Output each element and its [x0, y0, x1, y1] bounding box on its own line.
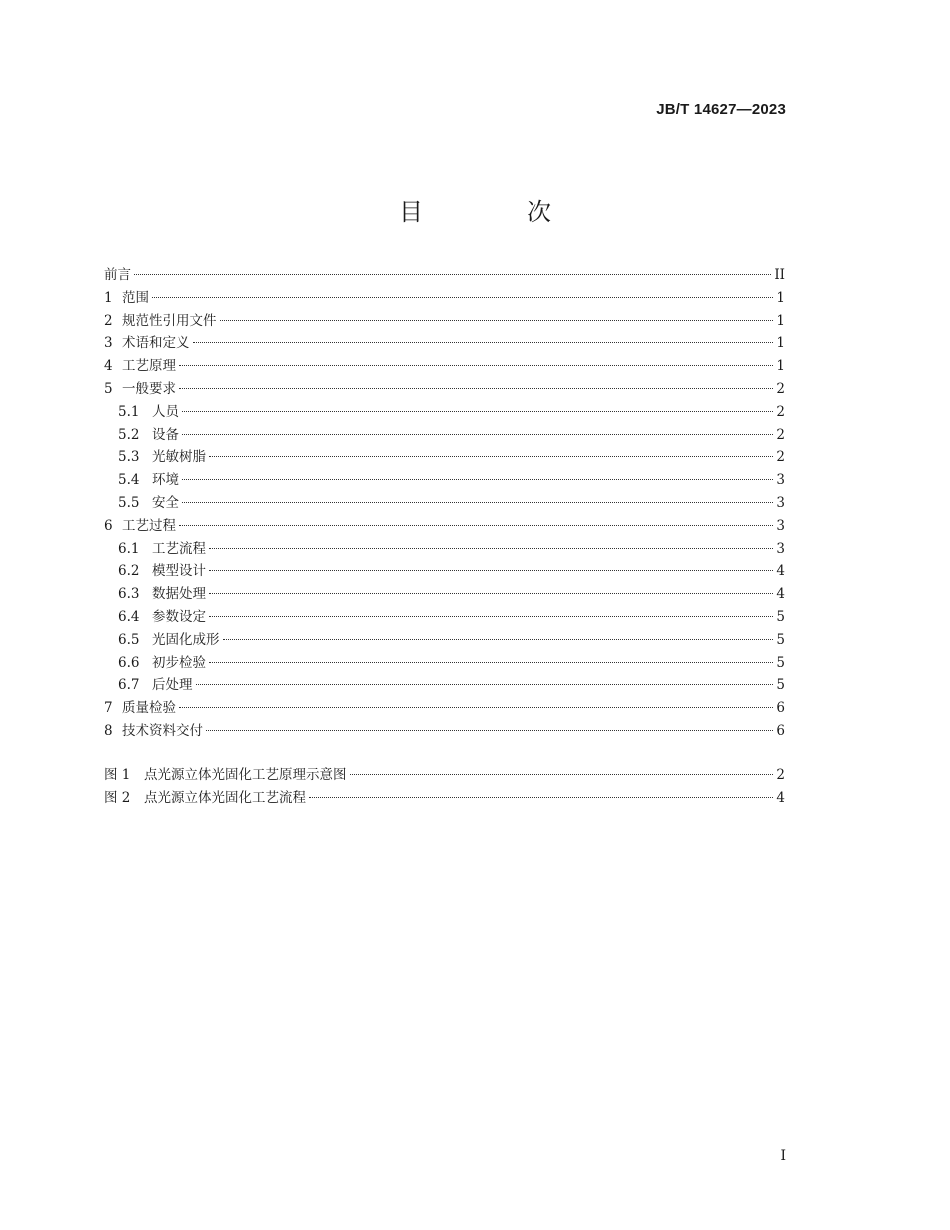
section-title: 人员 — [152, 403, 179, 420]
dot-leader — [134, 274, 771, 275]
toc-entry[interactable] — [104, 446, 785, 469]
section-number: 6.5 — [118, 631, 140, 648]
section-number: 2 — [104, 312, 113, 329]
page-number: 1 — [776, 358, 785, 375]
page-number: 3 — [776, 540, 785, 557]
section-title: 前言 — [104, 267, 131, 283]
dot-leader — [182, 502, 773, 503]
dot-leader — [209, 662, 773, 663]
page-number: 2 — [776, 449, 785, 466]
figure-list — [104, 764, 785, 810]
toc-entry[interactable] — [104, 674, 785, 697]
section-number: 5 — [104, 380, 113, 397]
figure-title: 点光源立体光固化工艺原理示意图 — [144, 766, 347, 783]
section-number: 6.3 — [118, 586, 140, 603]
section-number: 6.4 — [118, 608, 140, 625]
dot-leader — [220, 320, 774, 321]
section-title: 一般要求 — [122, 380, 176, 397]
toc-entry[interactable] — [104, 560, 785, 583]
dot-leader — [223, 639, 774, 640]
toc-entry[interactable] — [104, 583, 785, 606]
section-title: 后处理 — [152, 677, 193, 694]
dot-leader — [350, 774, 774, 775]
section-number: 6.2 — [118, 563, 140, 580]
section-number: 1 — [104, 289, 113, 306]
dot-leader — [209, 616, 773, 617]
section-number: 6.1 — [118, 540, 140, 557]
section-title: 初步检验 — [152, 654, 206, 671]
page-number: 4 — [776, 789, 785, 806]
toc-entry[interactable] — [104, 469, 785, 492]
toc-entry[interactable] — [104, 378, 785, 401]
section-title: 工艺原理 — [122, 358, 176, 375]
dot-leader — [179, 365, 773, 366]
section-number: 8 — [104, 722, 113, 739]
section-title: 规范性引用文件 — [122, 312, 217, 329]
section-title: 技术资料交付 — [122, 722, 203, 739]
section-title: 设备 — [152, 426, 179, 443]
page-number: 2 — [776, 426, 785, 443]
dot-leader — [179, 525, 773, 526]
table-of-contents — [104, 264, 785, 809]
section-title: 工艺过程 — [122, 517, 176, 534]
dot-leader — [182, 479, 773, 480]
page-number: 1 — [776, 289, 785, 306]
toc-entry[interactable] — [104, 310, 785, 333]
dot-leader — [206, 730, 773, 731]
dot-leader — [193, 342, 774, 343]
page-number: 5 — [776, 654, 785, 671]
toc-entry[interactable] — [104, 606, 785, 629]
section-number: 4 — [104, 358, 113, 375]
section-number: 5.4 — [118, 472, 140, 489]
toc-entry[interactable] — [104, 515, 785, 538]
toc-entry[interactable] — [104, 355, 785, 378]
dot-leader — [152, 297, 773, 298]
toc-entry[interactable] — [104, 652, 785, 675]
dot-leader — [209, 456, 773, 457]
dot-leader — [179, 707, 773, 708]
page-number: 1 — [776, 312, 785, 329]
toc-entry[interactable] — [104, 401, 785, 424]
dot-leader — [182, 411, 773, 412]
section-title: 光敏树脂 — [152, 449, 206, 466]
dot-leader — [179, 388, 773, 389]
section-number: 5.1 — [118, 403, 140, 420]
section-number: 5.3 — [118, 449, 140, 466]
toc-entry[interactable] — [104, 332, 785, 355]
section-title: 质量检验 — [122, 700, 176, 717]
section-number: 5.2 — [118, 426, 140, 443]
dot-leader — [209, 570, 773, 571]
page-number: 4 — [776, 586, 785, 603]
footer-page-number: I — [780, 1148, 786, 1164]
figure-entry[interactable] — [104, 787, 785, 810]
section-title: 参数设定 — [152, 608, 206, 625]
section-number: 5.5 — [118, 494, 140, 511]
page-number: 4 — [776, 563, 785, 580]
section-title: 环境 — [152, 472, 179, 489]
page-number: 3 — [776, 517, 785, 534]
page-number: 5 — [776, 677, 785, 694]
section-number: 7 — [104, 700, 113, 717]
section-title: 安全 — [152, 494, 179, 511]
section-number: 6.6 — [118, 654, 140, 671]
toc-entry[interactable] — [104, 424, 785, 447]
page-title: 目 次 — [399, 198, 591, 226]
figure-title: 点光源立体光固化工艺流程 — [144, 789, 306, 806]
section-title: 数据处理 — [152, 586, 206, 603]
section-title: 范围 — [122, 289, 149, 306]
standard-number: JB/T 14627—2023 — [656, 101, 786, 118]
toc-entry[interactable] — [104, 720, 785, 743]
toc-entry[interactable] — [104, 697, 785, 720]
page-number: 1 — [776, 335, 785, 352]
toc-entry[interactable] — [104, 492, 785, 515]
toc-entry[interactable] — [104, 629, 785, 652]
section-number: 6 — [104, 517, 113, 534]
section-title: 工艺流程 — [152, 540, 206, 557]
dot-leader — [182, 434, 773, 435]
dot-leader — [209, 593, 773, 594]
figure-number: 图 1 — [104, 766, 131, 783]
page-number: 5 — [776, 608, 785, 625]
figure-entry[interactable] — [104, 764, 785, 787]
section-title: 术语和定义 — [122, 335, 190, 352]
page-number: 6 — [776, 700, 785, 717]
toc-entry[interactable] — [104, 264, 785, 287]
dot-leader — [196, 684, 774, 685]
page-number: 6 — [776, 722, 785, 739]
page-number: 2 — [776, 403, 785, 420]
page-number: 2 — [776, 766, 785, 783]
toc-entry[interactable] — [104, 287, 785, 310]
page-number: 3 — [776, 494, 785, 511]
toc-entry[interactable] — [104, 538, 785, 561]
page-number: II — [774, 267, 785, 283]
section-number: 6.7 — [118, 677, 140, 694]
dot-leader — [309, 797, 773, 798]
section-title: 光固化成形 — [152, 631, 220, 648]
toc-entries — [104, 264, 785, 743]
page-number: 5 — [776, 631, 785, 648]
page-number: 2 — [776, 380, 785, 397]
section-title: 模型设计 — [152, 563, 206, 580]
dot-leader — [209, 548, 773, 549]
page-number: 3 — [776, 472, 785, 489]
figure-number: 图 2 — [104, 789, 131, 806]
section-number: 3 — [104, 335, 113, 352]
